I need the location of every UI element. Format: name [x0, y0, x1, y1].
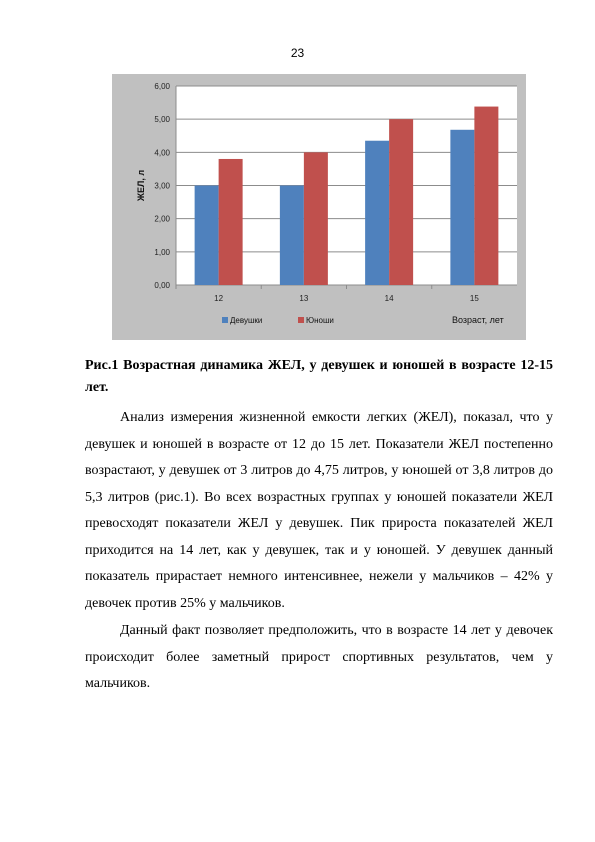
legend-swatch-girls [222, 317, 228, 323]
figure-chart [112, 74, 526, 340]
page-number: 23 [290, 46, 305, 60]
y-tick-label: 4,00 [154, 148, 170, 158]
paragraph-conclusion: Данный факт позволяет предположить, что в возрасте 14 лет у девочек происходит более заметный прирост спортивных результатов, чем у мальчиков. [85, 623, 553, 691]
bar-boys-12 [219, 159, 243, 285]
bar-girls-12 [195, 186, 219, 286]
legend-label-boys: Юноши [306, 316, 334, 325]
bar-girls-13 [280, 186, 304, 286]
paragraph-analysis: Анализ измерения жизненной емкости легких (ЖЕЛ), показал, что у девушек и юношей в возрасте от 12 до 15 лет. Показатели ЖЕЛ постепенно возрастают, у девушек от 3 литров до 4,75 литров, у юношей от 3,8 литров до 5,3 литров (рис.1). Во всех возрастных группах у юношей показатели ЖЕЛ превосходят показатели ЖЕЛ у девушек. Пик прироста показателей ЖЕЛ приходится на 14 лет, как у девушек, так и у юношей. У девушек данный показатель прирастает немного интенсивнее, нежели у мальчиков – 42% у девочек против 25% у мальчиков. [85, 410, 553, 611]
bar-girls-14 [365, 141, 389, 285]
bar-chart [112, 74, 526, 340]
legend-swatch-boys [298, 317, 304, 323]
y-tick-label: 6,00 [154, 82, 170, 91]
x-tick-label: 13 [299, 294, 309, 303]
x-axis-label: Возраст, лет [452, 315, 504, 325]
y-tick-label: 0,00 [154, 281, 170, 290]
bar-boys-15 [474, 107, 498, 285]
x-tick-label: 12 [214, 294, 224, 303]
x-tick-label: 14 [384, 294, 394, 303]
y-tick-label: 1,00 [154, 247, 170, 257]
figure-caption: Рис.1 Возрастная динамика ЖЕЛ, у девушек и юношей в возрасте 12-15 лет. [85, 358, 553, 395]
y-axis-label: ЖЕЛ, л [136, 169, 146, 202]
bar-boys-14 [389, 119, 413, 285]
y-tick-label: 5,00 [154, 115, 170, 125]
y-tick-label: 2,00 [154, 214, 170, 224]
x-tick-label: 15 [469, 294, 479, 303]
bar-girls-15 [450, 130, 474, 285]
legend-label-girls: Девушки [230, 316, 263, 325]
bar-boys-13 [304, 152, 328, 285]
y-tick-label: 3,00 [154, 181, 170, 191]
